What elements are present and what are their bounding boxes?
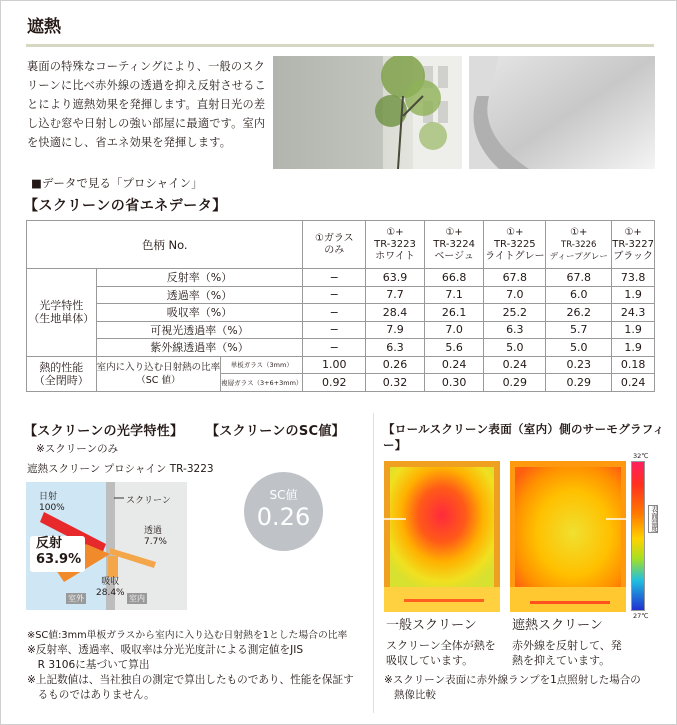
text-line: ※スクリーン表面に赤外線ランプを1点照射した場合の <box>384 674 641 686</box>
text-line: ディープグレー <box>549 251 608 262</box>
divider <box>373 413 374 713</box>
col-header <box>484 221 546 269</box>
table-cell: 7.7 <box>366 286 425 304</box>
table-cell: 0.24 <box>424 356 484 374</box>
table-cell: 7.1 <box>424 286 484 304</box>
optical-diagram <box>26 482 187 610</box>
text-line: ライトグレー <box>485 250 545 262</box>
table-cell: 0.24 <box>484 356 546 374</box>
text-line: 28.4% <box>96 588 125 598</box>
text-line: ①+ <box>386 226 404 238</box>
col-header <box>424 221 484 269</box>
temperature-scale <box>631 461 645 611</box>
col-header <box>612 221 655 269</box>
col-header <box>366 221 425 269</box>
text-line: （全閉時） <box>33 373 89 387</box>
table-cell: 63.9 <box>366 269 425 287</box>
table-header-row <box>27 221 655 269</box>
pattern-no-header: 色柄 No. <box>27 221 303 269</box>
table-row <box>27 269 655 287</box>
text-line: 吸収しています。 <box>386 654 474 667</box>
sc-label <box>96 356 221 391</box>
table-cell: − <box>303 269 366 287</box>
table-cell: 0.26 <box>366 356 425 374</box>
sc-circle-label: SC値 <box>269 488 298 502</box>
table-cell: 単板ガラス（3mm） <box>221 356 303 374</box>
text-line: ①+ <box>506 226 524 238</box>
table-cell: − <box>303 286 366 304</box>
text-line: ブラック <box>613 250 654 262</box>
table-cell: 紫外線透過率（%） <box>96 339 303 357</box>
table-cell: 6.0 <box>546 286 612 304</box>
col-header <box>303 221 366 269</box>
text-line: TR-3224 <box>433 238 475 250</box>
table-row <box>27 304 655 322</box>
text-line: TR-3223 <box>374 238 416 250</box>
scale-label: 表面温度 <box>650 506 658 532</box>
reflect-label <box>36 536 81 568</box>
sc-circle-value: 0.26 <box>256 503 311 531</box>
table-cell: 可視光透過率（%） <box>96 321 303 339</box>
intro-line: リーンに比べ赤外線の透過を抑え反射させるこ <box>27 79 266 92</box>
text-line: 吸収 <box>101 577 120 587</box>
fabric-photo <box>469 56 655 169</box>
energy-data-table <box>26 220 655 392</box>
text-line: 反射 <box>36 536 63 551</box>
text-line: ①+ <box>624 226 642 238</box>
footnote: R 3106に基づいて算出 <box>27 659 150 671</box>
text-line: 赤外線を反射して、発 <box>512 639 622 652</box>
text-line: ホワイト <box>375 250 415 262</box>
table-cell: 0.30 <box>424 374 484 392</box>
table-heading: 【スクリーンの省エネデータ】 <box>24 198 227 214</box>
inside-label: 室内 <box>129 594 145 603</box>
text-line: 100% <box>39 503 65 513</box>
table-cell: 0.18 <box>612 356 655 374</box>
table-cell: 7.9 <box>366 321 425 339</box>
optical-heading: 【スクリーンの光学特性】 <box>24 424 184 439</box>
table-cell: 24.3 <box>612 304 655 322</box>
table-cell: 吸収率（%） <box>96 304 303 322</box>
table-cell: 67.8 <box>484 269 546 287</box>
thermo-note <box>384 673 641 703</box>
text-line: 熱を抑えています。 <box>512 654 611 667</box>
absorb-label <box>96 577 125 599</box>
footnote: ※上記数値は、当社独自の測定で算出したものであり、性能を保証す <box>27 674 354 686</box>
intro-line: とにより遮熱効果を発揮します。直射日光の差 <box>27 98 266 111</box>
data-heading: ■データで見る「プロシャイン」 <box>31 176 203 190</box>
page-title: 遮熱 <box>27 17 61 37</box>
intro-line: を快適にし、省エネ効果を発揮します。 <box>27 136 232 149</box>
table-cell: 反射率（%） <box>96 269 303 287</box>
thermo-normal <box>384 461 500 612</box>
text-line: のみ <box>324 244 345 256</box>
text-line: ①+ <box>445 226 463 238</box>
table-cell: 0.32 <box>366 374 425 392</box>
intro-text <box>27 57 267 152</box>
normal-desc <box>386 638 496 668</box>
shield-title: 遮熱スクリーン <box>512 618 603 633</box>
table-cell: 0.23 <box>546 356 612 374</box>
table-cell: 6.3 <box>484 321 546 339</box>
table-row <box>27 286 655 304</box>
footnote: ※反射率、透過率、吸収率は分光光度計による測定値をJIS <box>27 644 304 656</box>
sun-label <box>39 492 65 514</box>
window-photo <box>273 56 462 169</box>
table-cell: 5.7 <box>546 321 612 339</box>
trans-label <box>144 526 167 548</box>
table-cell: 26.2 <box>546 304 612 322</box>
text-line: TR-3227 <box>612 238 654 250</box>
table-cell: 7.0 <box>484 286 546 304</box>
sc-heading: 【スクリーンのSC値】 <box>206 424 345 439</box>
footnote: るものではありません。 <box>27 689 155 701</box>
table-cell: 1.9 <box>612 321 655 339</box>
table-cell: 73.8 <box>612 269 655 287</box>
table-cell: − <box>303 321 366 339</box>
table-cell: 0.92 <box>303 374 366 392</box>
table-cell: 1.00 <box>303 356 366 374</box>
footnote: ※SC値:3mm単板ガラスから室内に入り込む日射熱を1とした場合の比率 <box>27 630 348 641</box>
table-cell: − <box>303 304 366 322</box>
text-line: 室内に入り込む日射熱の比率 <box>96 361 221 373</box>
table-cell: 66.8 <box>424 269 484 287</box>
text-line: 光学特性 <box>39 299 84 313</box>
text-line: ①+ <box>570 226 588 238</box>
outside-label: 室外 <box>68 594 84 603</box>
sc-value-circle <box>244 472 323 551</box>
table-cell: 6.3 <box>366 339 425 357</box>
table-cell: − <box>303 339 366 357</box>
table-cell: 28.4 <box>366 304 425 322</box>
table-cell: 26.1 <box>424 304 484 322</box>
table-row <box>27 339 655 357</box>
text-line: （生地単体） <box>28 312 95 326</box>
text-line: スクリーン全体が熱を <box>386 639 496 652</box>
table-cell: 複層ガラス（3+6+3mm） <box>221 374 303 392</box>
text-line: 透過 <box>144 526 163 536</box>
text-line: TR-3225 <box>493 238 536 250</box>
text-line: ①ガラス <box>314 232 354 244</box>
thermal-group-label <box>27 356 97 391</box>
screen-label: スクリーン <box>126 496 171 506</box>
bottom-temp: 27℃ <box>633 612 649 620</box>
optical-group-label <box>27 269 97 357</box>
optical-note: ※スクリーンのみ <box>36 443 119 455</box>
table-cell: 5.6 <box>424 339 484 357</box>
table-cell: 5.0 <box>546 339 612 357</box>
table-cell: 透過率（%） <box>96 286 303 304</box>
col-header <box>546 221 612 269</box>
table-cell: 5.0 <box>484 339 546 357</box>
shield-desc <box>512 638 622 668</box>
text-line: ベージュ <box>434 250 474 262</box>
table-cell: 1.9 <box>612 286 655 304</box>
table-cell: 0.24 <box>612 374 655 392</box>
text-line: 熱的性能 <box>39 360 84 374</box>
table-row <box>27 321 655 339</box>
text-line: 熱像比較 <box>394 689 436 701</box>
text-line: TR-3226 <box>561 239 597 250</box>
title-rule <box>26 44 654 47</box>
table-cell: 67.8 <box>546 269 612 287</box>
table-cell: 0.29 <box>484 374 546 392</box>
intro-line: し込む窓や日射しの強い部屋に最適です。室内 <box>27 117 266 130</box>
table-cell: 7.0 <box>424 321 484 339</box>
table-row <box>27 356 655 374</box>
thermo-heatshield <box>510 461 626 612</box>
table-cell: 1.9 <box>612 339 655 357</box>
text-line: 日射 <box>39 492 58 502</box>
top-temp: 32℃ <box>633 452 649 460</box>
text-line: 63.9% <box>36 552 82 567</box>
normal-title: 一般スクリーン <box>386 618 477 633</box>
table-cell: 0.29 <box>546 374 612 392</box>
product-note: 遮熱スクリーン プロシャイン TR-3223 <box>27 463 214 475</box>
text-line: （SC 値） <box>136 374 181 386</box>
footnotes <box>27 628 367 703</box>
intro-line: 裏面の特殊なコーティングにより、一般のスク <box>27 60 266 73</box>
table-cell: 25.2 <box>484 304 546 322</box>
thermo-heading: 【ロールスクリーン表面（室内）側のサーモグラフィー】 <box>383 422 665 452</box>
text-line: 7.7% <box>144 537 167 547</box>
